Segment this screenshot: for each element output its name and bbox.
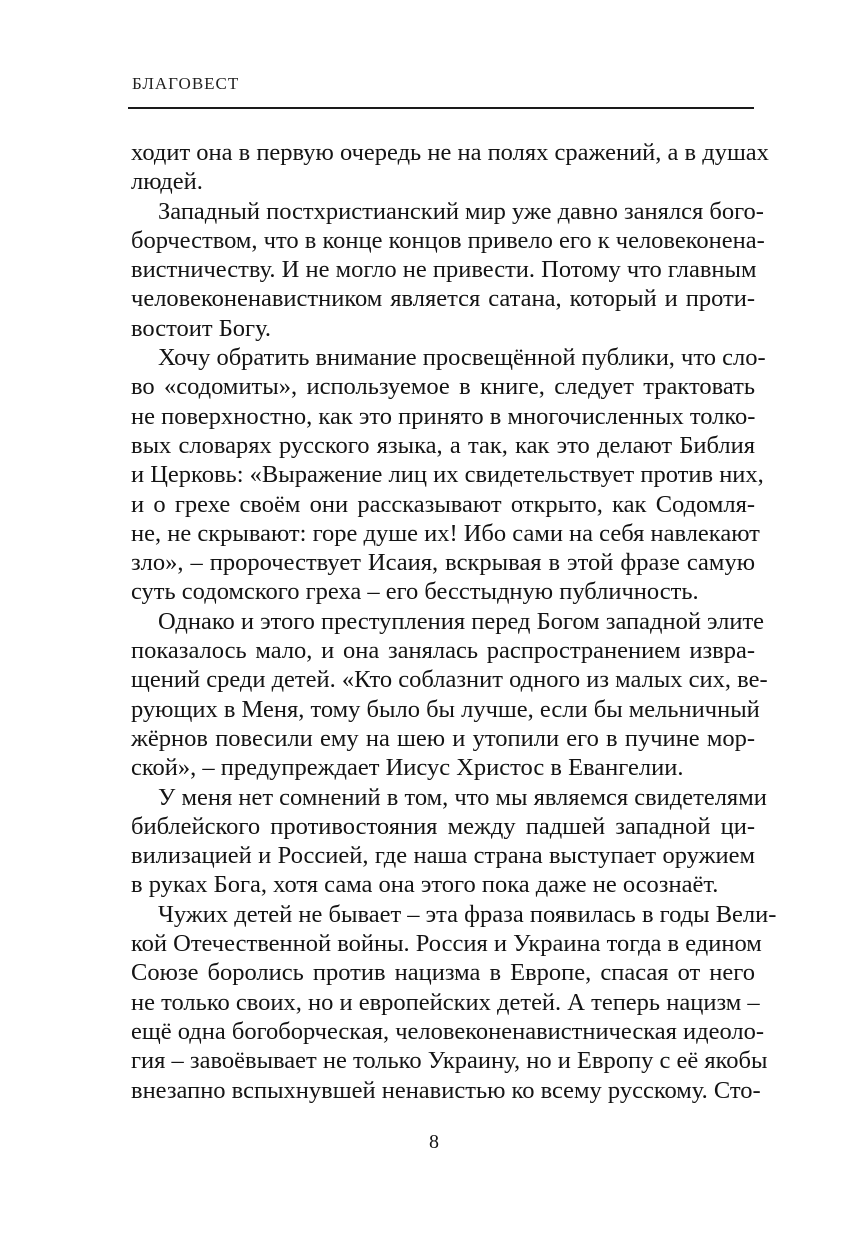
text-line: зло», – пророчествует Исаия, вскрывая в этой фразе самую: [131, 549, 755, 577]
text-line: ещё одна богоборческая, человеконенавистническая идеоло-: [131, 1017, 765, 1045]
text-line: рующих в Меня, тому было бы лучше, если бы мельничный: [131, 695, 760, 723]
text-line: гия – завоёвывает не только Украину, но и Европу с её якобы: [131, 1047, 768, 1075]
paragraph: [131, 138, 769, 197]
text-line: вых словарях русского языка, а так, как это делают Библия: [131, 431, 755, 459]
text-line: суть содомского греха – его бесстыдную публичность.: [131, 578, 699, 606]
text-line: щений среди детей. «Кто соблазнит одного из малых сих, ве-: [131, 666, 768, 694]
text-line: ской», – предупреждает Иисус Христос в Евангелии.: [131, 754, 684, 782]
text-line: Однако и этого преступления перед Богом западной элите: [158, 607, 765, 635]
page-number: 8: [429, 1131, 439, 1153]
paragraph: [131, 900, 777, 1105]
text-line: жёрнов повесили ему на шею и утопили его в пучине мор-: [131, 724, 755, 752]
text-line: людей.: [131, 168, 203, 196]
text-line: и Церковь: «Выражение лиц их свидетельствует против них,: [131, 461, 764, 489]
text-line: У меня нет сомнений в том, что мы являемся свидетелями: [158, 783, 767, 811]
text-line: внезапно вспыхнувшей ненавистью ко всему русскому. Сто-: [131, 1076, 761, 1104]
running-head-title: БЛАГОВЕСТ: [132, 74, 240, 93]
text-line: Союзе боролись против нацизма в Европе, спасая от него: [131, 959, 755, 987]
paragraph: [131, 343, 766, 607]
text-line: Западный постхристианский мир уже давно занялся бого-: [158, 197, 764, 225]
text-line: Хочу обратить внимание просвещённой публики, что сло-: [158, 344, 766, 372]
paragraph: [131, 783, 767, 900]
text-line: и о грехе своём они рассказывают открыто, как Содомля-: [131, 490, 755, 518]
text-line: борчеством, что в конце концов привело его к человеконена-: [131, 226, 765, 254]
text-line: ходит она в первую очередь не на полях сражений, а в душах: [131, 139, 769, 166]
text-line: человеконенавистником является сатана, который и проти-: [131, 285, 755, 313]
text-line: вистничеству. И не могло не привести. Потому что главным: [131, 256, 757, 284]
text-line: кой Отечественной войны. Россия и Украина тогда в едином: [131, 930, 762, 958]
text-line: вилизацией и Россией, где наша страна выступает оружием: [131, 842, 755, 870]
text-line: Чужих детей не бывает – эта фраза появилась в годы Вели-: [158, 900, 777, 928]
text-line: показалось мало, и она занялась распространением извра-: [131, 637, 755, 665]
header-rule: [128, 107, 754, 109]
text-line: не поверхностно, как это принято в многочисленных толко-: [131, 402, 756, 430]
text-line: востоит Богу.: [131, 314, 272, 342]
text-line: во «содомиты», используемое в книге, следует трактовать: [131, 373, 755, 401]
text-line: библейского противостояния между падшей западной ци-: [131, 812, 755, 840]
paragraph: [131, 197, 765, 343]
text-line: не, не скрывают: горе душе их! Ибо сами на себя навлекают: [131, 519, 760, 547]
text-line: в руках Бога, хотя сама она этого пока даже не осознаёт.: [131, 871, 719, 899]
body-text: [131, 138, 777, 1105]
text-line: не только своих, но и европейских детей. А теперь нацизм –: [131, 988, 760, 1016]
paragraph: [131, 607, 768, 783]
